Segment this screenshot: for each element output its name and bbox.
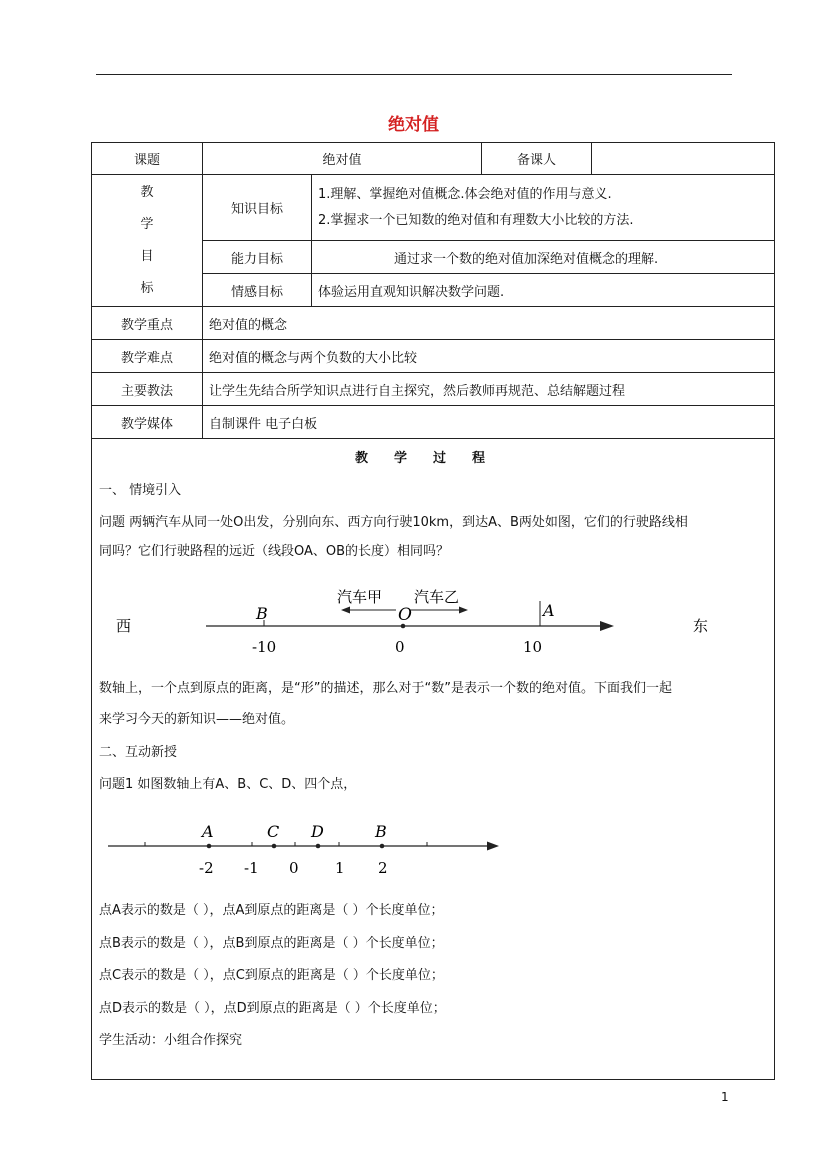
question-1: 问题1 如图数轴上有A、B、C、D、四个点， xyxy=(99,777,357,792)
east-arrowhead-icon xyxy=(459,607,468,614)
point-label: B xyxy=(375,822,387,841)
point-label: A xyxy=(202,822,214,841)
point-o-label: O xyxy=(398,605,412,625)
teaching-process xyxy=(92,439,775,1080)
ability-goal: 通过求一个数的绝对值加深绝对值概念的理解. xyxy=(312,241,775,274)
point-label: D xyxy=(311,822,324,841)
topic-label: 课题 xyxy=(92,143,203,175)
east-label: 东 xyxy=(693,617,709,635)
knowledge-goal-1: 1.理解、掌握绝对值概念.体会绝对值的作用与意义. xyxy=(318,186,612,202)
method-label: 主要教法 xyxy=(92,373,203,406)
problem-line-1: 问题 两辆汽车从同一处O出发，分别向东、西方向行驶10km，到达A、B两处如图，它们的行驶路线相 xyxy=(99,515,688,530)
point-b-dot xyxy=(380,844,385,849)
tick-label: 0 xyxy=(289,859,299,877)
emotion-label: 情感目标 xyxy=(203,274,312,307)
page-title: 绝对值 xyxy=(388,115,439,135)
knowledge-label: 知识目标 xyxy=(203,175,312,241)
objectives-char: 学 xyxy=(140,216,154,232)
tick-label: 0 xyxy=(395,638,405,656)
media-value: 自制课件 电子白板 xyxy=(203,406,775,439)
tick-label: 2 xyxy=(378,859,388,877)
section-1-heading: 一、 情境引入 xyxy=(99,483,182,498)
paragraph-line-2: 来学习今天的新知识——绝对值。 xyxy=(99,712,295,727)
cars-number-line-figure xyxy=(92,579,775,659)
car-b-label: 汽车乙 xyxy=(414,588,460,606)
topic-value: 绝对值 xyxy=(203,143,482,175)
point-c-dot xyxy=(272,844,277,849)
objectives-label xyxy=(92,175,203,307)
difficulty-label: 教学难点 xyxy=(92,340,203,373)
knowledge-goals xyxy=(312,175,775,241)
preparer-value xyxy=(592,143,775,175)
tick-label: -2 xyxy=(199,859,214,877)
fill-line-a: 点A表示的数是（ ），点A到原点的距离是（ ）个长度单位； xyxy=(99,903,444,918)
objectives-char: 教 xyxy=(140,184,154,200)
method-value: 让学生先结合所学知识点进行自主探究，然后教师再规范、总结解题过程 xyxy=(203,373,775,406)
page-number: 1 xyxy=(721,1090,729,1104)
fill-line-b: 点B表示的数是（ ），点B到原点的距离是（ ）个长度单位； xyxy=(99,936,444,951)
objectives-char: 目 xyxy=(140,248,154,264)
tick-label: 1 xyxy=(335,859,345,877)
key-point-value: 绝对值的概念 xyxy=(203,307,775,340)
process-title: 教学过程 xyxy=(355,451,512,466)
preparer-label: 备课人 xyxy=(482,143,592,175)
tick-label: 10 xyxy=(523,638,543,656)
student-activity: 学生活动：小组合作探究 xyxy=(99,1033,243,1048)
tick-label: -1 xyxy=(244,859,259,877)
objectives-char: 标 xyxy=(140,280,154,296)
section-2-heading: 二、互动新授 xyxy=(99,745,178,760)
axis-arrow-icon xyxy=(600,621,614,631)
lesson-plan-table xyxy=(91,142,775,1080)
paragraph-line-1: 数轴上，一个点到原点的距离，是“形”的描述，那么对于“数”是表示一个数的绝对值。下面我们一起 xyxy=(99,681,672,696)
west-arrowhead-icon xyxy=(341,607,350,614)
point-b-label: B xyxy=(256,604,268,623)
difficulty-value: 绝对值的概念与两个负数的大小比较 xyxy=(203,340,775,373)
key-point-label: 教学重点 xyxy=(92,307,203,340)
knowledge-goal-2: 2.掌握求一个已知数的绝对值和有理数大小比较的方法. xyxy=(318,212,634,228)
point-a-dot xyxy=(207,844,212,849)
west-label: 西 xyxy=(116,617,132,635)
point-label: C xyxy=(267,822,280,841)
fill-line-d: 点D表示的数是（ ），点D到原点的距离是（ ）个长度单位； xyxy=(99,1001,446,1016)
ability-label: 能力目标 xyxy=(203,241,312,274)
header-rule xyxy=(96,74,732,75)
axis-arrow-icon xyxy=(487,842,499,851)
car-a-label: 汽车甲 xyxy=(337,588,383,606)
media-label: 教学媒体 xyxy=(92,406,203,439)
point-a-label: A xyxy=(543,601,555,620)
abcd-number-line-figure xyxy=(92,807,775,882)
fill-line-c: 点C表示的数是（ ），点C到原点的距离是（ ）个长度单位； xyxy=(99,968,444,983)
point-d-dot xyxy=(316,844,321,849)
problem-line-2: 同吗？它们行驶路程的远近（线段OA、OB的长度）相同吗？ xyxy=(99,544,450,559)
tick-label: -10 xyxy=(252,638,277,656)
emotion-goal: 体验运用直观知识解决数学问题. xyxy=(312,274,775,307)
